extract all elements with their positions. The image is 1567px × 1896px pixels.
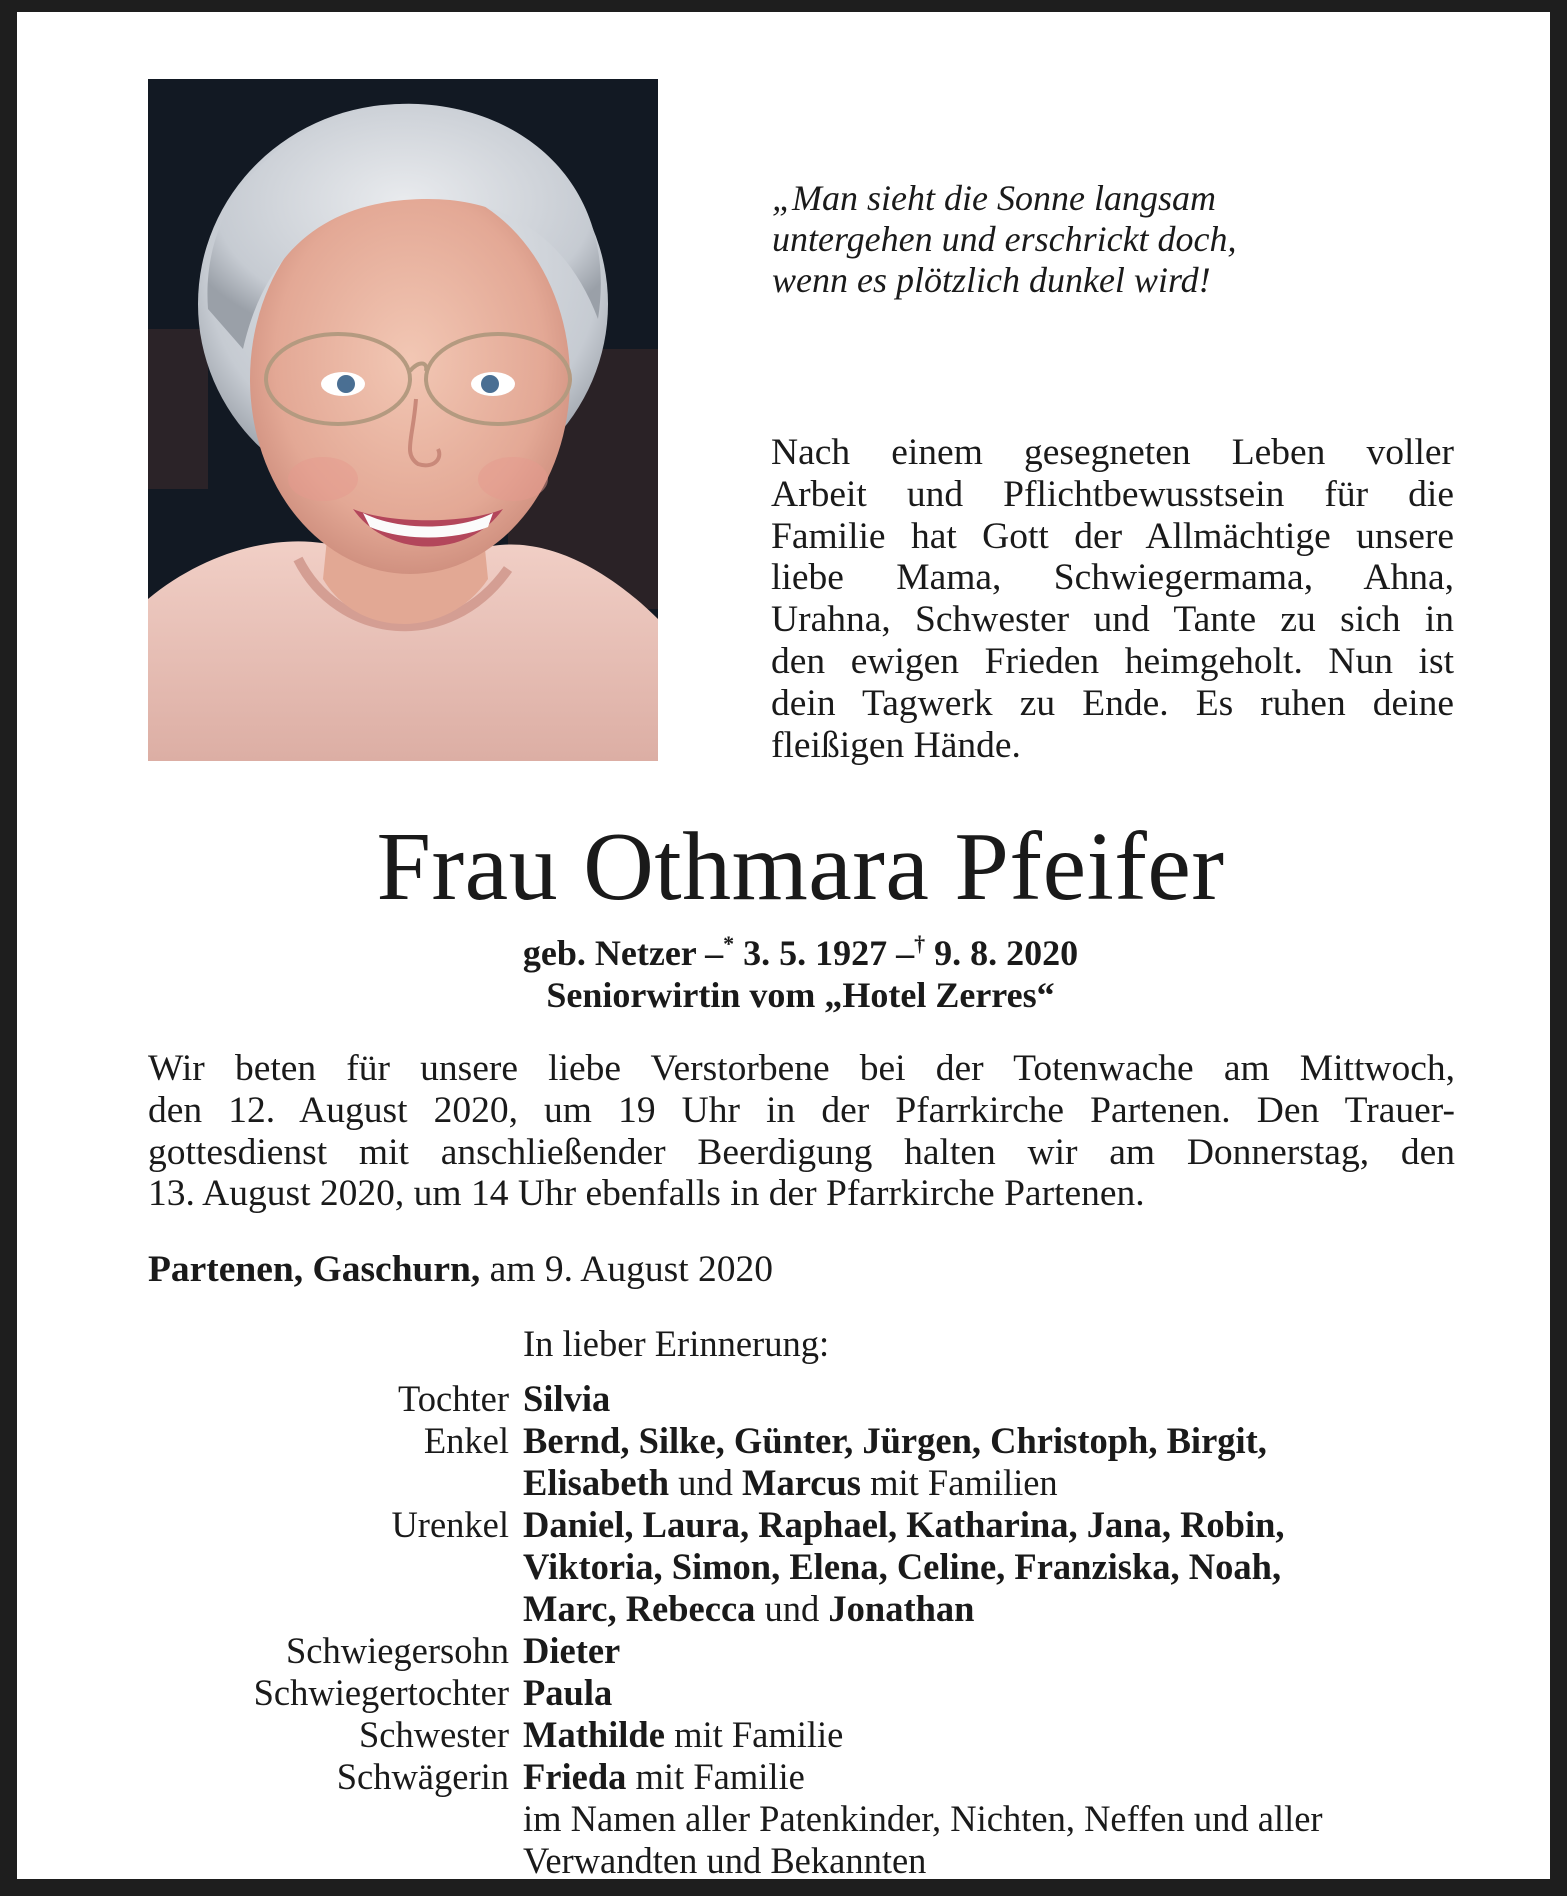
maiden-name: geb. Netzer – — [522, 933, 724, 973]
mourners-list — [148, 1378, 1478, 1882]
mourner-role: Schwägerin — [336, 1756, 509, 1797]
mourner-role: Enkel — [423, 1420, 509, 1461]
intro-paragraph — [771, 432, 1454, 766]
mourner-role: Tochter — [398, 1378, 509, 1419]
service-line: gottesdienst mit anschließender Beerdigung halten wir am Donnerstag, den — [148, 1131, 1455, 1173]
portrait-illustration — [148, 79, 658, 761]
mourner-name: Marcus — [742, 1462, 861, 1503]
mourner-name: Marc, Rebecca — [523, 1588, 756, 1629]
intro-line: Familie hat Gott der Allmächtige unsere — [771, 515, 1454, 557]
mourner-names-line — [523, 1420, 1478, 1462]
intro-line: den ewigen Frieden heimgeholt. Nun ist — [771, 640, 1454, 682]
mourner-names-line — [523, 1756, 1478, 1798]
mourner-note: mit Familien — [861, 1462, 1058, 1503]
mourner-names-line — [523, 1714, 1478, 1756]
service-paragraph — [148, 1048, 1455, 1215]
mourner-role: Schwester — [358, 1714, 509, 1755]
mourner-name: Elisabeth — [523, 1462, 670, 1503]
mourner-names — [523, 1504, 1478, 1630]
intro-line: Nach einem gesegneten Leben voller — [771, 432, 1454, 473]
mourner-row — [148, 1504, 1478, 1630]
mourner-row — [148, 1756, 1478, 1882]
mourner-names-line — [523, 1462, 1478, 1504]
mourner-name: Jonathan — [828, 1588, 975, 1629]
quote-line: wenn es plötzlich dunkel wird! — [772, 260, 1211, 300]
quote-line: „Man sieht die Sonne langsam — [772, 178, 1216, 218]
mourner-names-line — [523, 1504, 1478, 1546]
service-line: den 12. August 2020, um 19 Uhr in der Pfarrkirche Partenen. Den Trauer- — [148, 1089, 1455, 1131]
mourner-names-line — [523, 1630, 1478, 1672]
mourner-names-line — [523, 1672, 1478, 1714]
service-line: 13. August 2020, um 14 Uhr ebenfalls in der Pfarrkirche Partenen. — [148, 1173, 1145, 1215]
deceased-details — [17, 932, 1567, 1016]
mourner-role: Schwiegertochter — [253, 1672, 509, 1713]
mourner-names — [523, 1672, 1478, 1714]
place-date: am 9. August 2020 — [489, 1249, 774, 1290]
mourner-row — [148, 1420, 1478, 1504]
mourner-note: mit Familie — [626, 1756, 805, 1797]
life-dates — [17, 932, 1567, 974]
mourner-row — [148, 1672, 1478, 1714]
death-cross-icon: † — [914, 931, 926, 956]
quote — [772, 178, 1472, 301]
place-location: Partenen, Gaschurn, — [148, 1249, 481, 1290]
mourner-note: Verwandten und Bekannten — [523, 1840, 927, 1881]
mourner-names — [523, 1630, 1478, 1672]
mourner-note: und — [669, 1462, 743, 1503]
mourner-row — [148, 1714, 1478, 1756]
mourner-name: Dieter — [523, 1630, 621, 1671]
quote-line: untergehen und erschrickt doch, — [772, 219, 1237, 259]
deceased-role: Seniorwirtin vom „Hotel Zerres“ — [546, 975, 1055, 1015]
mourner-name: Paula — [523, 1672, 613, 1713]
mourner-role: Schwiegersohn — [285, 1630, 509, 1671]
intro-line: liebe Mama, Schwiegermama, Ahna, — [771, 557, 1454, 599]
mourner-names — [523, 1378, 1478, 1420]
mourner-note: im Namen aller Patenkinder, Nichten, Neffen und aller — [523, 1798, 1323, 1839]
death-date: 9. 8. 2020 — [934, 933, 1079, 973]
mourner-row — [148, 1378, 1478, 1420]
mourner-note: und — [755, 1588, 829, 1629]
portrait-photo — [148, 79, 658, 761]
deceased-name: Frau Othmara Pfeifer — [376, 813, 1225, 921]
mourner-names-line — [523, 1798, 1478, 1840]
mourner-name: Viktoria, Simon, Elena, Celine, Franziska, Noah, — [523, 1546, 1282, 1587]
mourner-name: Mathilde — [523, 1714, 665, 1755]
birth-star-icon: * — [723, 931, 735, 956]
intro-line: Arbeit und Pflichtbewusstsein für die — [771, 473, 1454, 515]
mourner-names-line — [523, 1378, 1478, 1420]
mourner-name: Silvia — [523, 1378, 611, 1419]
mourner-names-line — [523, 1546, 1478, 1588]
mourner-names-line — [523, 1840, 1478, 1882]
intro-line: dein Tagwerk zu Ende. Es ruhen deine — [771, 682, 1454, 724]
intro-line: Urahna, Schwester und Tante zu sich in — [771, 599, 1454, 641]
birth-date: 3. 5. 1927 – — [743, 933, 915, 973]
mourner-row — [148, 1630, 1478, 1672]
mourner-names-line — [523, 1588, 1478, 1630]
mourner-names — [523, 1714, 1478, 1756]
mourner-name: Frieda — [523, 1756, 627, 1797]
service-line: Wir beten für unsere liebe Verstorbene bei der Totenwache am Mittwoch, — [148, 1048, 1455, 1089]
memory-heading: In lieber Erinnerung: — [523, 1323, 830, 1364]
mourner-name: Daniel, Laura, Raphael, Katharina, Jana, Robin, — [523, 1504, 1285, 1545]
place-and-date — [148, 1249, 1348, 1291]
mourner-names — [523, 1420, 1478, 1504]
intro-line: fleißigen Hände. — [771, 724, 1021, 766]
mourner-note: mit Familie — [664, 1714, 844, 1755]
mourner-name: Bernd, Silke, Günter, Jürgen, Christoph, Birgit, — [523, 1420, 1267, 1461]
mourner-names — [523, 1756, 1478, 1882]
mourner-role: Urenkel — [391, 1504, 509, 1545]
